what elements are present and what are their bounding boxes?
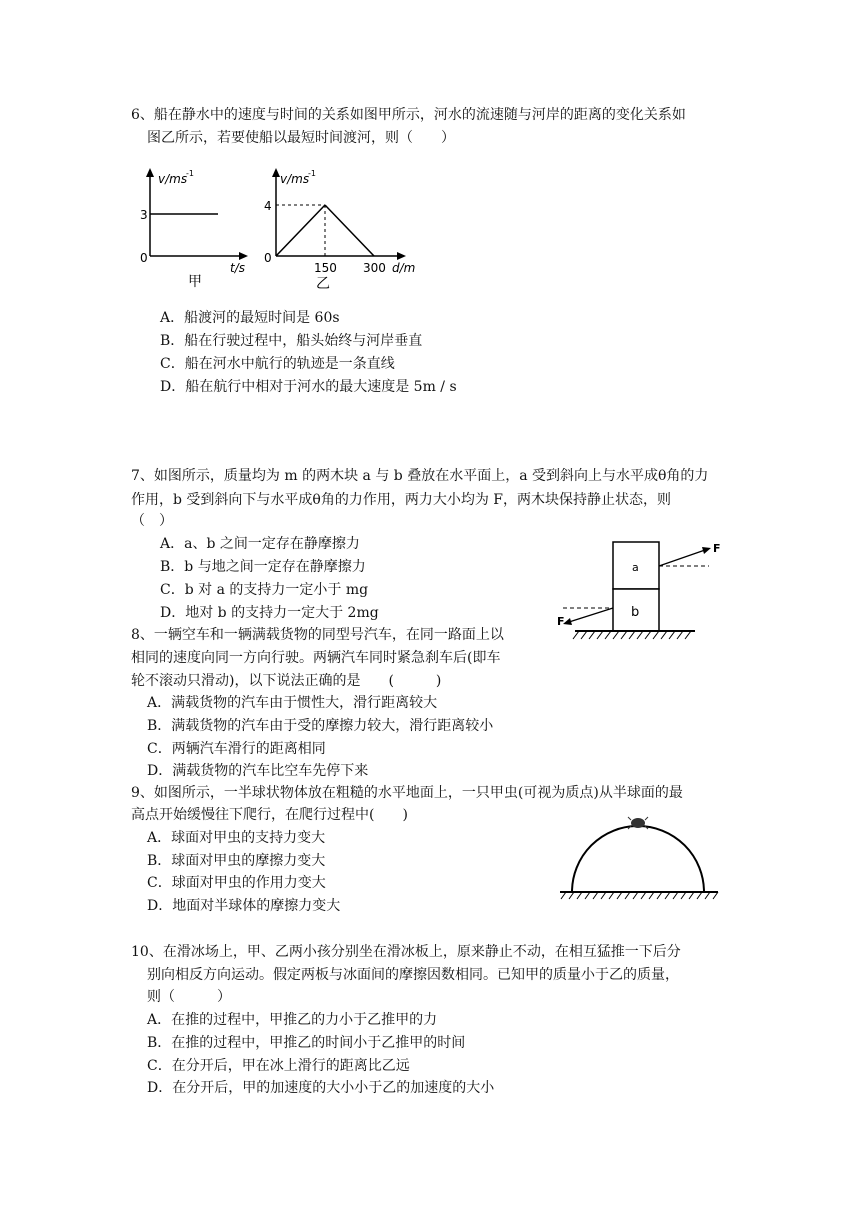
force-f-bottom-arrow [569,608,613,622]
q10-stem-line3: 则（ ） [147,989,231,1005]
q8-option-d: D．满载货物的汽车比空车先停下来 [147,763,369,779]
q8-option-c: C．两辆汽车滑行的距离相同 [147,741,326,757]
q6-graphs [130,166,420,294]
graph-yi-xlabel: d/m [392,261,416,275]
graph-yi-ylabel: v/ms [280,172,310,186]
q7-option-d: D．地对 b 的支持力一定大于 2mg [160,605,379,621]
q10-option-b: B．在推的过程中，甲推乙的时间小于乙推甲的时间 [147,1035,466,1051]
q10-option-d: D．在分开后，甲的加速度的大小小于乙的加速度的大小 [147,1080,495,1096]
graph-yi-xtick-300: 300 [363,261,386,275]
q6-option-b: B．船在行驶过程中，船头始终与河岸垂直 [160,333,423,349]
graph-yi [264,168,415,292]
graph-yi-rise [276,205,325,256]
q7-stem-line2: 作用，b 受到斜向下与水平成θ角的力作用，两力大小均为 F，两木块保持静止状态，则 [131,492,672,508]
q6-option-c: C．船在河水中航行的轨迹是一条直线 [160,356,395,372]
q8-stem-line2: 相同的速度向同一方向行驶。两辆汽车同时紧急刹车后(即车 [131,650,501,666]
q9-option-d: D．地面对半球体的摩擦力变大 [147,898,341,914]
q8-stem-line3: 轮不滚动只滑动)，以下说法正确的是 ( ) [131,673,442,689]
graph-yi-ytick: 4 [264,199,272,213]
q7-option-a: A．a、b 之间一定存在静摩擦力 [160,536,360,552]
q6-stem-line2: 图乙所示，若要使船以最短时间渡河，则（ ） [147,130,455,146]
q7-option-c: C．b 对 a 的支持力一定小于 mg [160,582,369,598]
graph-jia [140,168,248,290]
force-f-top-label: F [713,542,721,555]
q7-option-b: B．b 与地之间一定存在静摩擦力 [160,559,366,575]
graph-yi-xtick-150: 150 [314,261,337,275]
graph-yi-origin: 0 [264,251,272,265]
force-f-top-arrow [659,550,705,566]
graph-yi-fall [325,205,374,256]
graph-yi-ysup: -1 [308,169,316,178]
graph-jia-ysup: -1 [186,169,194,178]
hemisphere [572,826,704,892]
graph-jia-xlabel: t/s [230,261,245,275]
graph-yi-caption: 乙 [316,276,330,292]
force-f-bottom-label: F [557,615,565,628]
block-a-label: a [632,561,639,574]
graph-jia-ylabel: v/ms [158,172,188,186]
q6-option-a: A．船渡河的最短时间是 60s [160,310,340,326]
graph-jia-origin: 0 [140,251,148,265]
q9-option-c: C．球面对甲虫的作用力变大 [147,875,326,891]
graph-jia-caption: 甲 [188,274,202,290]
q10-option-c: C．在分开后，甲在冰上滑行的距离比乙远 [147,1058,410,1074]
q8-option-b: B．满载货物的汽车由于受的摩擦力较大，滑行距离较小 [147,718,494,734]
q7-figure [555,536,730,648]
q9-stem-line1: 9、如图所示，一半球状物体放在粗糙的水平地面上，一只甲虫(可视为质点)从半球面的最 [131,785,683,801]
graph-jia-ytick: 3 [140,208,148,222]
q6-stem-line1: 6、船在静水中的速度与时间的关系如图甲所示，河水的流速随与河岸的距离的变化关系如 [131,107,686,123]
block-b-label: b [631,605,640,620]
q10-option-a: A．在推的过程中，甲推乙的力小于乙推甲的力 [147,1012,438,1028]
q8-option-a: A．满载货物的汽车由于惯性大，滑行距离较大 [147,695,438,711]
q10-stem-line1: 10、在滑冰场上，甲、乙两小孩分别坐在滑冰板上，原来静止不动，在相互猛推一下后分 [131,944,681,960]
q9-option-b: B．球面对甲虫的摩擦力变大 [147,853,326,869]
q7-stem-line3: （ ） [131,513,173,529]
q10-stem-line2: 别向相反方向运动。假定两板与冰面间的摩擦因数相同。已知甲的质量小于乙的质量， [147,967,679,983]
q6-option-d: D．船在航行中相对于河水的最大速度是 5m / s [160,379,457,395]
q9-figure [560,808,722,904]
q9-option-a: A．球面对甲虫的支持力变大 [147,830,326,846]
q8-stem-line1: 8、一辆空车和一辆满载货物的同型号汽车，在同一路面上以 [131,627,504,643]
q7-stem-line1: 7、如图所示，质量均为 m 的两木块 a 与 b 叠放在水平面上，a 受到斜向上与水平成θ角的力 [131,468,709,484]
q9-stem-line2: 高点开始缓慢往下爬行，在爬行过程中( ) [131,807,408,823]
beetle-icon [631,818,645,828]
